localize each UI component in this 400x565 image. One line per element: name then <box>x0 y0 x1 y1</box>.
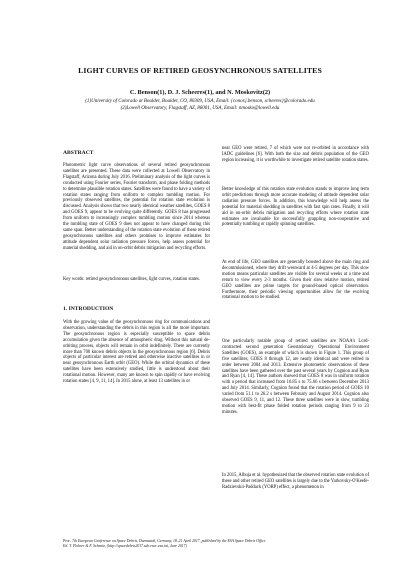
footer-editors: Ed. T. Flohrer & F. Schmitz, (http://spacedebris2017.sdo.esoc.esa.int, June 2017) <box>63 544 187 548</box>
introduction-heading: 1. INTRODUCTION <box>63 306 114 312</box>
introduction-paragraph-1: With the growing value of the geosynchronous ring for communications and observation, understanding the debris in this region is all the more important. The geosynchronous region is especially susceptible to space debris accumulation given the absence of atmospheric drag. Without this natural de-orbiting process, objects will remain in orbit indefinitely. There are currently more than 700 known debris objects in the geosynchronous region [6]. Debris objects of particular interest are retired and otherwise inactive satellites in or near geosynchronous Earth orbit (GEO). While the orbital dynamics of these satellites have been extensively studied, little is understood about their rotational motion. However, many are known to spin rapidly or have evolving rotation states [4, 9, 11, 14]. In 2015 alone, at least 13 satellites in or <box>63 320 210 385</box>
abstract-text: Photometric light curve observations of several retired geosynchronous satellites are presented. These data were collected at Lowell Observatory in Flagstaff, Arizona during July 2016. Preliminary analysis of the light curves is conducted using Fourier series, Fourier transform, and phase folding methods to determine plausible rotation states. Satellites were found to have a variety of rotation states ranging from uniform to complex tumbling motion. For previously observed satellites, the potential for rotation state evolution is discussed. Analysis shows that two nearly identical weather satellites, GOES 8 and GOES 9, appear to be evolving quite differently. GOES 8 has progressed from uniform to increasingly complex tumbling motion since 2014 whereas the tumbling state of GOES 9 does not appear to have changed during this same span. Better understanding of the rotation state evolution of these retired geosynchronous satellites and others promises to improve estimates for attitude dependent solar radiation pressure forces, help assess potential for material shedding, and aid in on-orbit debris mitigation and recycling efforts. <box>63 163 210 251</box>
right-paragraph-5: In 2015, Albuja et al. hypothesized that the observed rotation state evolution of these and other retired GEO satellites is largely due to the Yarkovsky-O'Keefe-Radzievskii-Paddack (YORP) effect, a phenomenon in <box>222 473 369 490</box>
right-paragraph-1: near GEO were retired, 7 of which were not re-orbited in accordance with IADC guidelines [6]. With both the size and debris population of the GEO region increasing, it is worthwhile to investigate retired satellite rotation states. <box>222 146 369 163</box>
right-paragraph-4: One particularly notable group of retired satellites are NOAA's Lord-contracted second generation Geostationary Operational Environment Satellites (GOES), an example of which is shown in Figure 1. This group of five satellites, GOES 8 through 12, are nearly identical and were retired in order between 2004 and 2013. Extensive photometric observations of these satellites have been gathered over the past several years by Cognion and Ryan and Ryan [4, 14]. These authors showed that GOES 8 was in uniform rotation with a period that increased from 16.85 s to 75.66 s between December 2013 and July 2014. Similarly, Cognion found that the rotation period of GOES 10 varied from 51.1 to 26.2 s between February and August 2014. Cognion also observed GOES 9, 11, and 12. These three satellites were in slow, tumbling motion with best-fit phase folded rotation periods ranging from 9 to 23 minutes. <box>222 339 369 415</box>
right-paragraph-3: At end of life, GEO satellites are generally boosted above the main ring and decommissioned, where they drift westward at 4-5 degrees per day. This slow motion means particular satellites are visible for several weeks at a time and return to view every 2-3 months. Given their slow relative motion, retired GEO satellites are prime targets for ground-based optical observation. Furthermore, their periodic viewing opportunities allow for the evolving rotational motion to be studied. <box>222 260 369 301</box>
right-paragraph-2: Better knowledge of this rotation state evolution stands to improve long term orbit predictions through more accurate modeling of attitude dependent solar radiation pressure forces. In addition, this knowledge will help assess the potential for material shedding in satellites with fast spin rates. Finally, it will aid in on-orbit debris mitigation and recycling efforts where rotation state estimates are invaluable for successfully grappling non-cooperative and potentially tumbling or rapidly spinning satellites. <box>222 187 369 228</box>
affiliation-2: (2)Lowell Observatory, Flagstaff, AZ, 86001, USA, Email: nmosko@lowell.edu <box>120 106 280 111</box>
keywords: Key words: retired geosynchronous satellites, light curves, rotation states. <box>63 277 200 282</box>
paper-title: LIGHT CURVES OF RETIRED GEOSYNCHRONOUS SATELLITES <box>78 66 322 75</box>
affiliation-1: (1)University of Colorado at Boulder, Boulder, CO, 80309, USA, Email: {conor.j.benson, scheeres}@colorado.edu <box>85 99 315 104</box>
page-footer <box>63 539 363 549</box>
author-list: C. Benson(1), D. J. Scheeres(1), and N. Moskovitz(2) <box>129 89 271 96</box>
abstract-heading: ABSTRACT <box>63 150 94 156</box>
footer-proceedings: Proc. 7th European Conference on Space Debris, Darmstadt, Germany, 18–21 April 2017, published by the ESA Space Debris Office <box>63 539 266 543</box>
